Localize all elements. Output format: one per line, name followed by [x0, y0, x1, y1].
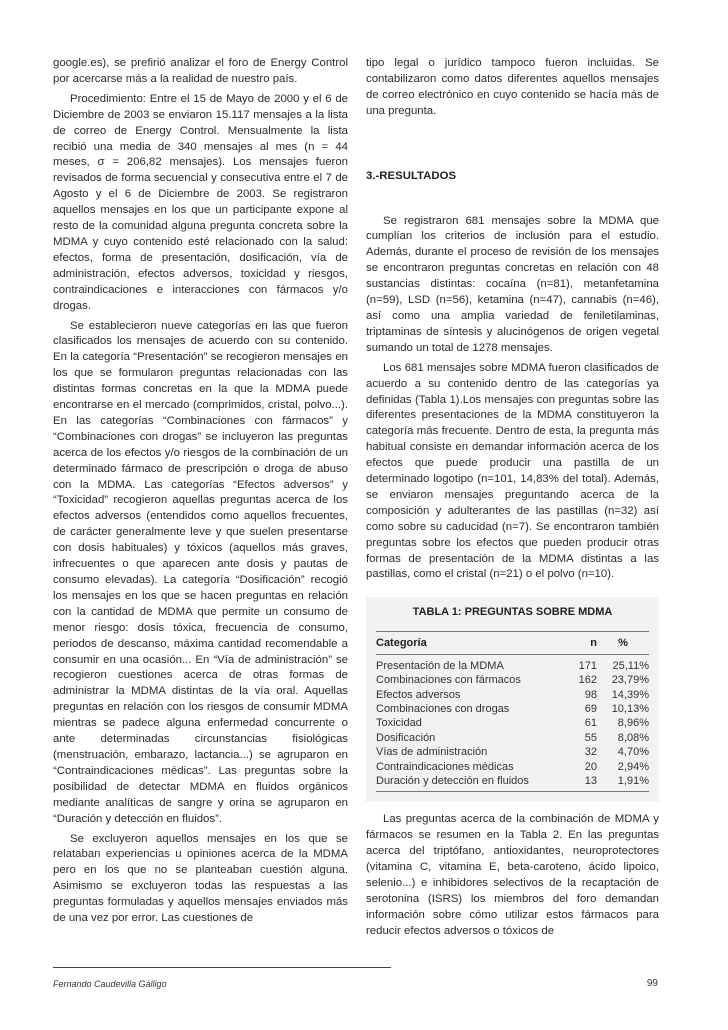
cell-n: 61	[584, 717, 597, 730]
cell-pct: 8,96%	[617, 717, 649, 730]
cell-category: Combinaciones con drogas	[376, 702, 510, 715]
cell-category: Combinaciones con fármacos	[376, 674, 521, 687]
left-paragraph-1: google.es), se prefirió analizar el foro de Energy Control por acercarse más a la realidad de nuestro país.	[53, 57, 348, 85]
right-column	[366, 56, 659, 940]
cell-pct: 4,70%	[617, 746, 649, 759]
cell-n: 162	[578, 674, 597, 687]
table-row	[376, 745, 649, 759]
cell-pct: 1,91%	[597, 774, 649, 792]
cell-pct: 23,79%	[611, 674, 649, 687]
header-pct: %	[597, 632, 649, 654]
cell-n: 55	[584, 731, 597, 744]
cell-pct: 2,94%	[617, 760, 649, 773]
table-row	[376, 688, 649, 702]
cell-category: Contraindicaciones médicas	[376, 760, 514, 773]
cell-n: 13	[557, 774, 597, 792]
left-paragraph-procedure: Procedimiento: Entre el 15 de Mayo de 2000 y el 6 de Diciembre de 2003 se enviaron 15.117 mensajes a la lista de correo de Energy Control. Mensualmente la lista recibió una media de 340 mensajes al mes (n = 44 meses, σ = 206,82 mensajes). Los mensajes fueron revisados de forma secuencial y consecutiva entre el 7 de Agosto y el 6 de Diciembre de 2003. Se registraron aquellos mensajes en los que un participante expone al resto de la comunidad alguna pregunta concreta sobre la MDMA y cuyo contenido esté relacionado con la salud: efectos, forma de presentación, dosificación, vía de administración, efectos adversos, toxicidad y riesgos, contraindicaciones e interacciones con fármacos y/o drogas.	[53, 92, 348, 312]
cell-pct: 8,08%	[617, 731, 649, 744]
cell-category: Presentación de la MDMA	[376, 659, 504, 672]
right-paragraph-1: tipo legal o jurídico tampoco fueron incluidas. Se contabilizaron como datos diferentes aquellos mensajes de correo electrónico en cuyo contenido se hacía más de una pregunta.	[366, 57, 659, 117]
right-paragraph-combinations: Las preguntas acerca de la combinación de MDMA y fármacos se resumen en la Tabla 2. En las preguntas acerca del triptófano, antioxidantes, neuroprotectores (vitamina C, vitamina E, beta-caroteno, ácido lipoico, selenio...) e inhibidores selectivos de la recaptación de serotonina (ISRS) los miembros del foro demandan información sobre cómo utilizar estos fármacos para reducir efectos adversos o tóxicos de	[366, 813, 659, 937]
left-column	[53, 56, 348, 927]
header-n: n	[557, 632, 597, 654]
table-row	[376, 716, 649, 730]
table-row	[376, 760, 649, 774]
cell-category: Duración y detección en fluidos	[376, 774, 557, 792]
table-row	[376, 654, 649, 673]
cell-category: Vías de administración	[376, 746, 488, 759]
table-row	[376, 731, 649, 745]
cell-category: Efectos adversos	[376, 688, 461, 701]
left-paragraph-categories: Se establecieron nueve categorías en las que fueron clasificados los mensajes de acuerdo con su contenido. En la categoría “Presentación” se recogieron mensajes en los que se formularon preguntas relacionadas con las distintas formas concretas en la que la MDMA puede encontrarse en el mercado (comprimidos, cristal, polvo...). En las categorías “Combinaciones con fármacos” y “Combinaciones con drogas” se incluyeron las preguntas acerca de los efectos y/o riesgos de la combinación de un determinado fármaco de prescripción o droga de abuso con la MDMA. Las categorías “Efectos adversos” y “Toxicidad” recogieron aquellas preguntas acerca de los efectos adversos (entendidos como aquellos frecuentes, de carácter generalmente leve y que suelen presentarse con dosis habituales) y tóxicos (aquellos más graves, infrecuentes o que aparecen ante dosis y pautas de consumo elevadas). La categoría “Dosificación” recogió los mensajes en los que se hacen preguntas en relación con la cantidad de MDMA que permite un consumo de menor riesgo: dosis tóxica, frecuencia de consumo, periodos de descanso, máxima cantidad recomendable a consumir en una ocasión... En “Vía de administración” se recogieron cuestiones acerca de otras formas de administrar la MDMA distintas de la vía oral. Aquellas preguntas en relación con los riesgos de consumir MDMA mientras se padece alguna enfermedad concurrente o ante determinadas circunstancias fisiológicas (menstruación, embarazo, lactancia...) se agruparon en “Contraindicaciones médicas”. Las preguntas sobre la posibilidad de detectar MDMA en fluidos orgánicos mediante analíticas de sangre y orina se agruparon en “Duración y detección en fluidos”.	[53, 319, 348, 825]
cell-n: 171	[578, 659, 597, 672]
table-row	[376, 702, 649, 716]
cell-category: Toxicidad	[376, 717, 422, 730]
header-category: Categoría	[376, 632, 557, 654]
footer-author: Fernando Caudevilla Gálligo	[53, 979, 167, 989]
cell-category: Dosificación	[376, 731, 436, 744]
right-paragraph-results-1: Se registraron 681 mensajes sobre la MDMA que cumplían los criterios de inclusión para el estudio. Además, durante el proceso de revisión de los mensajes se encontraron preguntas concretas en relación con 48 sustancias distintas: cocaína (n=81), metanfetamina (n=59), LSD (n=56), ketamina (n=47), cannabis (n=46), así como una amplia variedad de feniletilaminas, triptaminas de síntesis y alucinógenos de origen vegetal sumando un total de 1278 mensajes.	[366, 214, 659, 354]
cell-pct: 10,13%	[611, 702, 649, 715]
cell-n: 32	[584, 746, 597, 759]
table-row	[376, 774, 649, 792]
table-row	[376, 673, 649, 687]
table-grid	[376, 631, 649, 792]
footer-divider	[53, 967, 391, 968]
section-title-results: 3.-RESULTADOS	[366, 169, 457, 182]
left-paragraph-exclusions: Se excluyeron aquellos mensajes en los que se relataban experiencias u opiniones acerca de la MDMA pero en los que no se planteaban cuestión alguna. Asimismo se excluyeron todas las respuestas a las preguntas formuladas y aquellos mensajes enviados más de una vez por error. Las cuestiones de	[53, 832, 348, 925]
table-header-row	[376, 632, 649, 654]
cell-pct: 14,39%	[611, 688, 649, 701]
table-1	[366, 597, 659, 802]
cell-pct: 25,11%	[612, 659, 649, 672]
cell-n: 20	[584, 760, 597, 773]
table-title: TABLA 1: PREGUNTAS SOBRE MDMA	[412, 606, 613, 619]
cell-n: 98	[584, 688, 597, 701]
right-paragraph-results-2: Los 681 mensajes sobre MDMA fueron clasificados de acuerdo a su contenido dentro de las categorías ya definidas (Tabla 1).Los mensajes con preguntas sobre las diferentes presentaciones de la MDMA constituyeron la categoría más frecuente. Dentro de esta, la pregunta más habitual consiste en demandar información acerca de los efectos que puede producir una pastilla de un determinado logotipo (n=101, 14,83% del total). Además, se enviaron mensajes preguntando acerca de la composición y adulterantes de las pastillas (n=32) así como sobre su caducidad (n=7). Se encontraron también preguntas sobre los efectos que pueden producir otras formas de presentación de la MDMA distintas a las pastillas, como el cristal (n=21) o el polvo (n=10).	[366, 361, 659, 581]
cell-n: 69	[584, 702, 597, 715]
page-number: 99	[646, 978, 658, 989]
